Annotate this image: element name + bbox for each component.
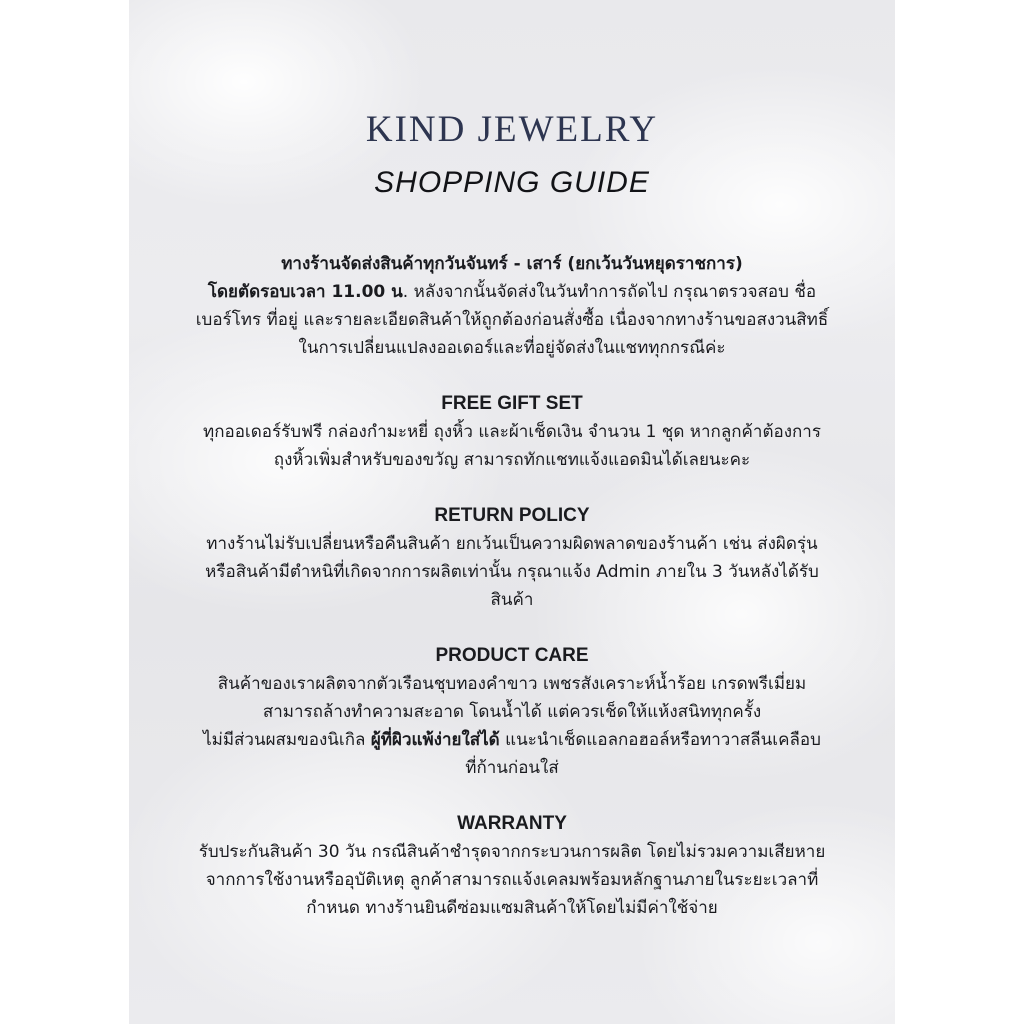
return-heading: RETURN POLICY [434,505,590,526]
shipping-section [149,250,875,362]
care-line-1: สินค้าของเราผลิตจากตัวเรือนชุบทองคำขาว เพชรสังเคราะห์น้ำร้อย เกรดพรีเมี่ยม [217,674,807,694]
return-section [149,502,875,614]
care-line-4: ที่ก้านก่อนใส่ [465,758,559,778]
shipping-line-1: ทางร้านจัดส่งสินค้าทุกวันจันทร์ - เสาร์ (ยกเว้นวันหยุดราชการ) [281,254,743,274]
brand-logo-text: KIND JEWELRY [365,109,659,150]
shopping-guide-card [129,0,895,1024]
shipping-line-2 [149,278,875,306]
warranty-line-3: กำหนด ทางร้านยินดีซ่อมแซมสินค้าให้โดยไม่มีค่าใช้จ่าย [306,898,718,918]
warranty-section [149,810,875,922]
care-line-3 [149,726,875,754]
shipping-line-3: เบอร์โทร ที่อยู่ และรายละเอียดสินค้าให้ถูกต้องก่อนสั่งซื้อ เนื่องจากทางร้านขอสงวนสิทธิ์ [195,310,829,330]
gift-line-1: ทุกออเดอร์รับฟรี กล่องกำมะหยี่ ถุงหิ้ว และผ้าเช็ดเงิน จำนวน 1 ชุด หากลูกค้าต้องการ [203,422,821,442]
page-title: SHOPPING GUIDE [374,166,650,199]
care-heading: PRODUCT CARE [435,645,589,666]
sensitive-skin-text: ผู้ที่ผิวแพ้ง่ายใส่ได้ [370,730,500,750]
return-line-2: หรือสินค้ามีตำหนิที่เกิดจากการผลิตเท่านั้น กรุณาแจ้ง Admin ภายใน 3 วันหลังได้รับ [205,562,819,582]
shipping-line-4: ในการเปลี่ยนแปลงออเดอร์และที่อยู่จัดส่งในแชททุกกรณีค่ะ [298,338,726,358]
gift-heading: FREE GIFT SET [441,393,583,414]
care-line-2: สามารถล้างทำความสะอาด โดนน้ำได้ แต่ควรเช็ดให้แห้งสนิททุกครั้ง [262,702,762,722]
gift-section [149,390,875,474]
care-section [149,642,875,782]
warranty-line-2: จากการใช้งานหรืออุบัติเหตุ ลูกค้าสามารถแจ้งเคลมพร้อมหลักฐานภายในระยะเวลาที่ [205,870,819,890]
gift-line-2: ถุงหิ้วเพิ่มสำหรับของขวัญ สามารถทักแชทแจ้งแอดมินได้เลยนะคะ [273,450,751,470]
care-line-3-end: แนะนำเช็ดแอลกอฮอล์หรือทาวาสลีนเคลือบ [499,730,821,750]
warranty-line-1: รับประกันสินค้า 30 วัน กรณีสินค้าชำรุดจากกระบวนการผลิต โดยไม่รวมความเสียหาย [198,842,826,862]
shipping-line-2-rest: . หลังจากนั้นจัดส่งในวันทำการถัดไป กรุณาตรวจสอบ ชื่อ [402,282,817,302]
warranty-heading: WARRANTY [457,813,567,834]
return-line-3: สินค้า [490,590,534,610]
cutoff-time-text: โดยตัดรอบเวลา 11.00 น [207,282,403,302]
care-line-3-start: ไม่มีส่วนผสมของนิเกิล [203,730,371,750]
guide-content [149,250,875,922]
return-line-1: ทางร้านไม่รับเปลี่ยนหรือคืนสินค้า ยกเว้นเป็นความผิดพลาดของร้านค้า เช่น ส่งผิดรุ่น [206,534,818,554]
